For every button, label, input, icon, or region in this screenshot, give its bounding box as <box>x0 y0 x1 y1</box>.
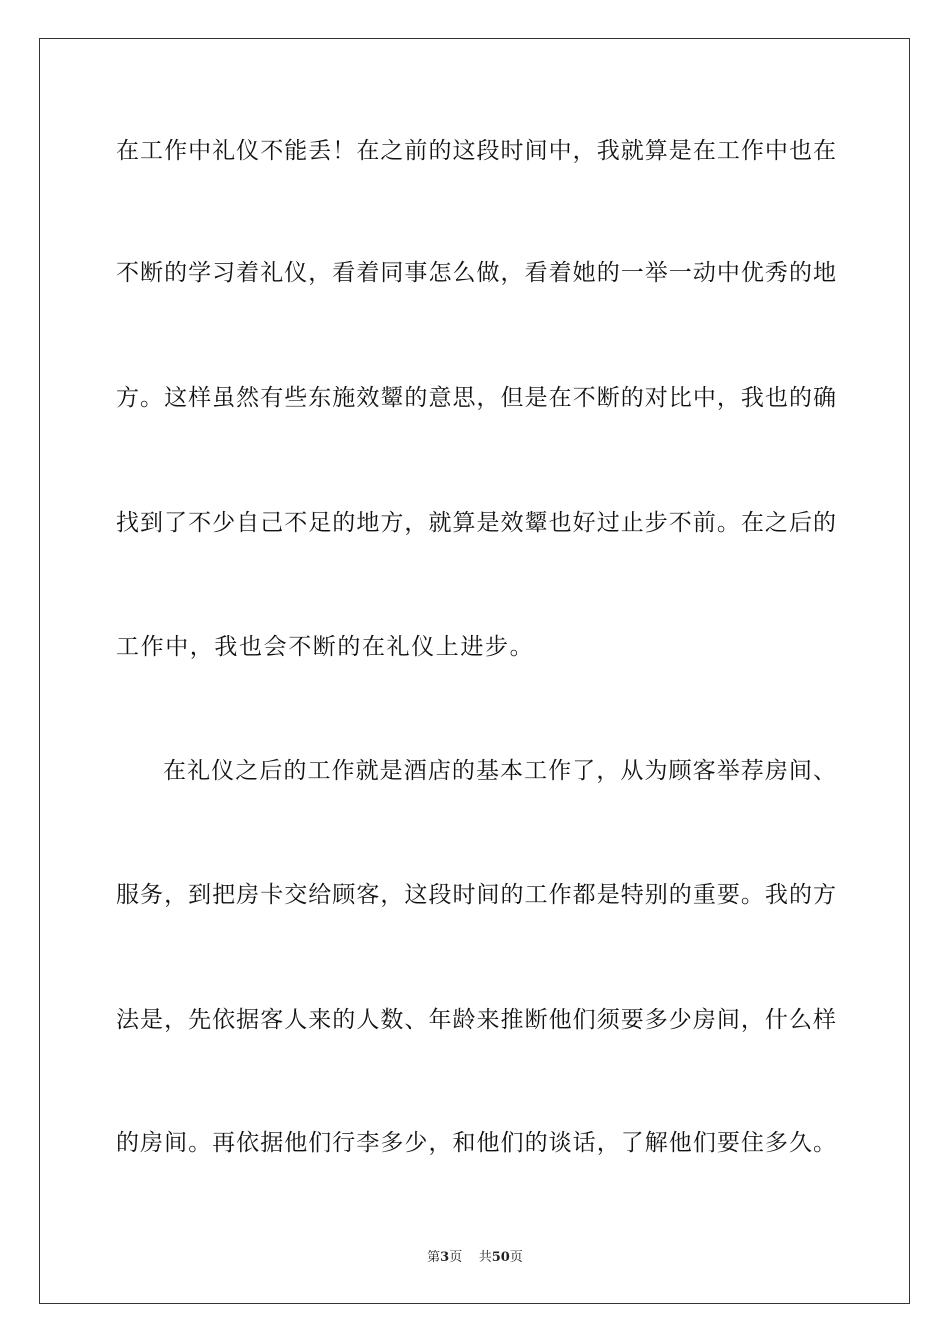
page-prefix: 第 <box>427 1250 441 1265</box>
page-number: 3 <box>440 1250 450 1265</box>
text-line: 服务，到把房卡交给顾客，这段时间的工作都是特别的重要。我的方 <box>116 882 836 908</box>
text-line: 的房间。再依据他们行李多少，和他们的谈话，了解他们要住多久。 <box>116 1130 836 1156</box>
page-border <box>39 38 910 1304</box>
text-line: 找到了不少自己不足的地方，就算是效颦也好过止步不前。在之后的 <box>116 510 836 536</box>
total-prefix: 共 <box>478 1250 492 1265</box>
text-line: 法是，先依据客人来的人数、年龄来推断他们须要多少房间，什么样 <box>116 1007 836 1033</box>
total-pages: 50 <box>491 1250 510 1265</box>
page-suffix: 页 <box>449 1250 463 1265</box>
text-line: 工作中，我也会不断的在礼仪上进步。 <box>116 634 535 660</box>
page-footer <box>0 1246 950 1265</box>
text-line: 不断的学习着礼仪，看着同事怎么做，看着她的一举一动中优秀的地 <box>116 260 836 286</box>
text-line: 在工作中礼仪不能丢！在之前的这段时间中，我就算是在工作中也在 <box>116 138 836 164</box>
paragraph-first-line: 在礼仪之后的工作就是酒店的基本工作了，从为顾客举荐房间、 <box>163 758 836 784</box>
total-suffix: 页 <box>509 1250 523 1265</box>
text-line: 方。这样虽然有些东施效颦的意思，但是在不断的对比中，我也的确 <box>116 385 836 411</box>
